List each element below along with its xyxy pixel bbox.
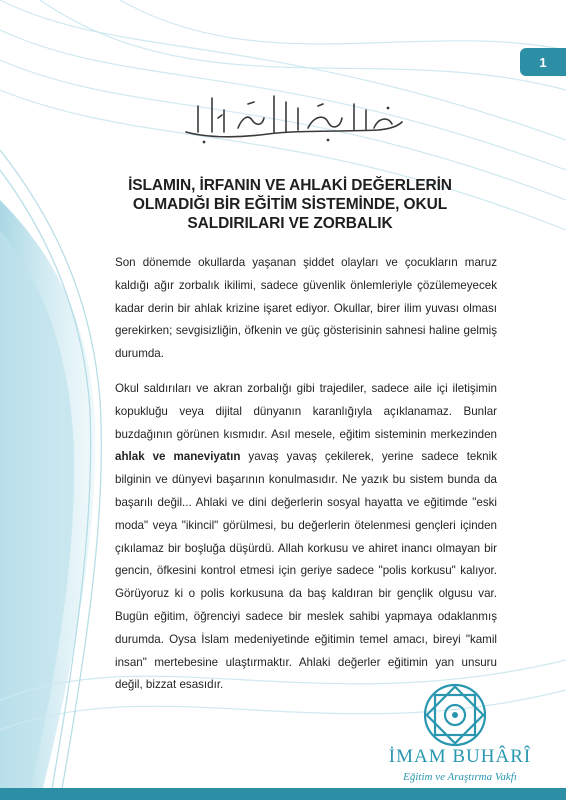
foundation-subtitle: Eğitim ve Araştırma Vakfı: [403, 771, 517, 783]
paragraph-1: Son dönemde okullarda yaşanan şiddet olayları ve çocukların maruz kaldığı ağır zorbalık ikilimi, sadece güvenlik önlemleriyle çözülemeyecek kadar derin bir ahlak krizine işaret ediyor. Okullar, birer ilim yuvası olması gerekirken; sevgisizliğin, öfkenin ve güç gösterisinin sahnesi haline gelmiş durumda.: [115, 256, 497, 361]
basmala-calligraphy-icon: [178, 88, 410, 148]
foundation-name: İMAM BUHÂRÎ: [388, 746, 532, 767]
foundation-logo-icon: [413, 682, 497, 748]
paragraph-2-emphasis: ahlak ve maneviyatın: [115, 450, 241, 464]
page-number-badge: 1: [520, 48, 566, 76]
page-title: İSLAMIN, İRFANIN VE AHLAKİ DEĞERLERİN OLMADIĞI BİR EĞİTİM SİSTEMİNDE, OKUL SALDIRILARI VE ZORBALIK: [128, 177, 452, 232]
paragraph-2-rest: yavaş yavaş çekilerek, yerine sadece teknik bilginin ve dünyevi başarının konulmasıdır. Ne yazık bu sistem bunda da başarılı değil... Ahlaki ve dini değerlerin sosyal hayatta ve eğitimde "eski moda" veya "ikincil" görülmesi, bu değerlerin ötelenmesi gençleri içinden çıkılamaz bir boşluğa düşürdü. Allah korkusu ve ahiret inancı olmayan bir gencin, öfkesini kontrol etmesi için geriye sadece "polis korkusu" kalıyor. Görüyoruz ki o polis korkusuna da baş kaldıran bir gençlik olgusu var. Bugün eğitim, öğrenciyi sadece bir meslek sahibi yapmaya odaklanmış durumda. Oysa İslam medeniyetinde eğitimin temel amacı, bireyi "kamil insan" mertebesine ulaştırmaktır. Ahlaki değerler eğitimin yan unsuru değil, bizzat esasıdır.: [115, 450, 497, 692]
article-body: [115, 252, 497, 709]
paragraph-2: [115, 378, 497, 697]
footer-bar: [0, 788, 566, 800]
paragraph-2-start: Okul saldırıları ve akran zorbalığı gibi trajediler, sadece aile içi iletişimin kopukluğu veya dijital dünyanın karanlığıyla açıklanamaz. Bunlar buzdağının görünen kısmıdır. Asıl mesele, eğitim sisteminin merkezinden: [115, 381, 497, 441]
